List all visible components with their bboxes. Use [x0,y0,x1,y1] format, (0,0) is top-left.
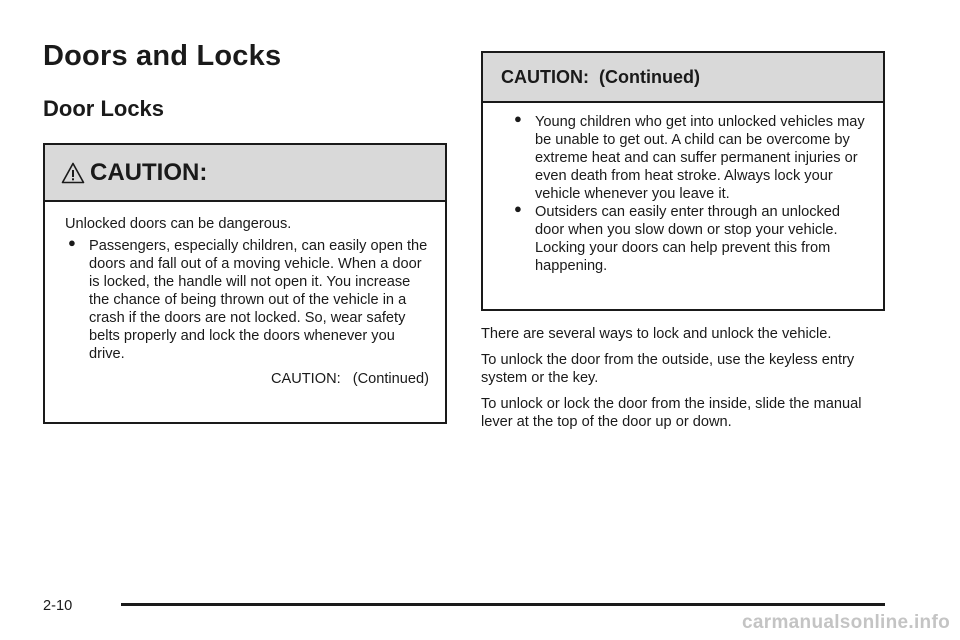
caution-header [45,145,445,202]
caution-continued-bullet-text: Young children who get into unlocked vehicles may be unable to get out. A child can be overcome by extreme heat and can suffer permanent injuries or even death from heat stroke. Always lock your vehicle whenever you leave it. [535,114,865,202]
caution-intro: Unlocked doors can be dangerous. [65,216,292,232]
caution-bullet [65,237,429,363]
caution-continued-box [481,51,885,311]
caution-continued-bullet [511,203,867,275]
body-paragraph: There are several ways to lock and unlock the vehicle. [481,326,832,342]
bullet-icon: ● [68,235,76,250]
warning-triangle-icon [61,161,85,185]
page-number: 2-10 [43,598,73,614]
caution-bullet-list [65,237,429,363]
caution-continued-bullet-text: Outsiders can easily enter through an unlocked door when you slow down or stop your vehicle. Locking your doors can help prevent this from happening. [535,204,841,274]
footer-rule [121,603,885,606]
body-paragraph: To unlock the door from the outside, use the keyless entry system or the key. [481,352,855,386]
caution-body [45,202,445,388]
caution-bullet-text: Passengers, especially children, can easily open the doors and fall out of a moving vehicle. When a door is locked, the handle will not open it. You increase the chance of being thrown out of the vehicle in a crash if the doors are not locked. So, wear safety belts properly and lock the doors whenever you drive. [89,238,428,362]
caution-continued-body [483,103,883,275]
bullet-icon: ● [514,201,522,216]
caution-continued-bullet-list [511,113,867,275]
caution-heading: CAUTION: [90,158,208,186]
body-paragraph: To unlock or lock the door from the inside, slide the manual lever at the top of the door up or down. [481,396,862,430]
caution-continued-heading: CAUTION: (Continued) [501,66,700,87]
page-title: Doors and Locks [43,40,282,72]
caution-continued-bullet [511,113,867,203]
caution-continued-label: CAUTION: (Continued) [270,371,429,387]
caution-box [43,143,447,424]
bullet-icon: ● [514,111,522,126]
caution-continued-header [483,53,883,103]
watermark: carmanualsonline.info [742,612,950,633]
section-title: Door Locks [43,96,165,121]
